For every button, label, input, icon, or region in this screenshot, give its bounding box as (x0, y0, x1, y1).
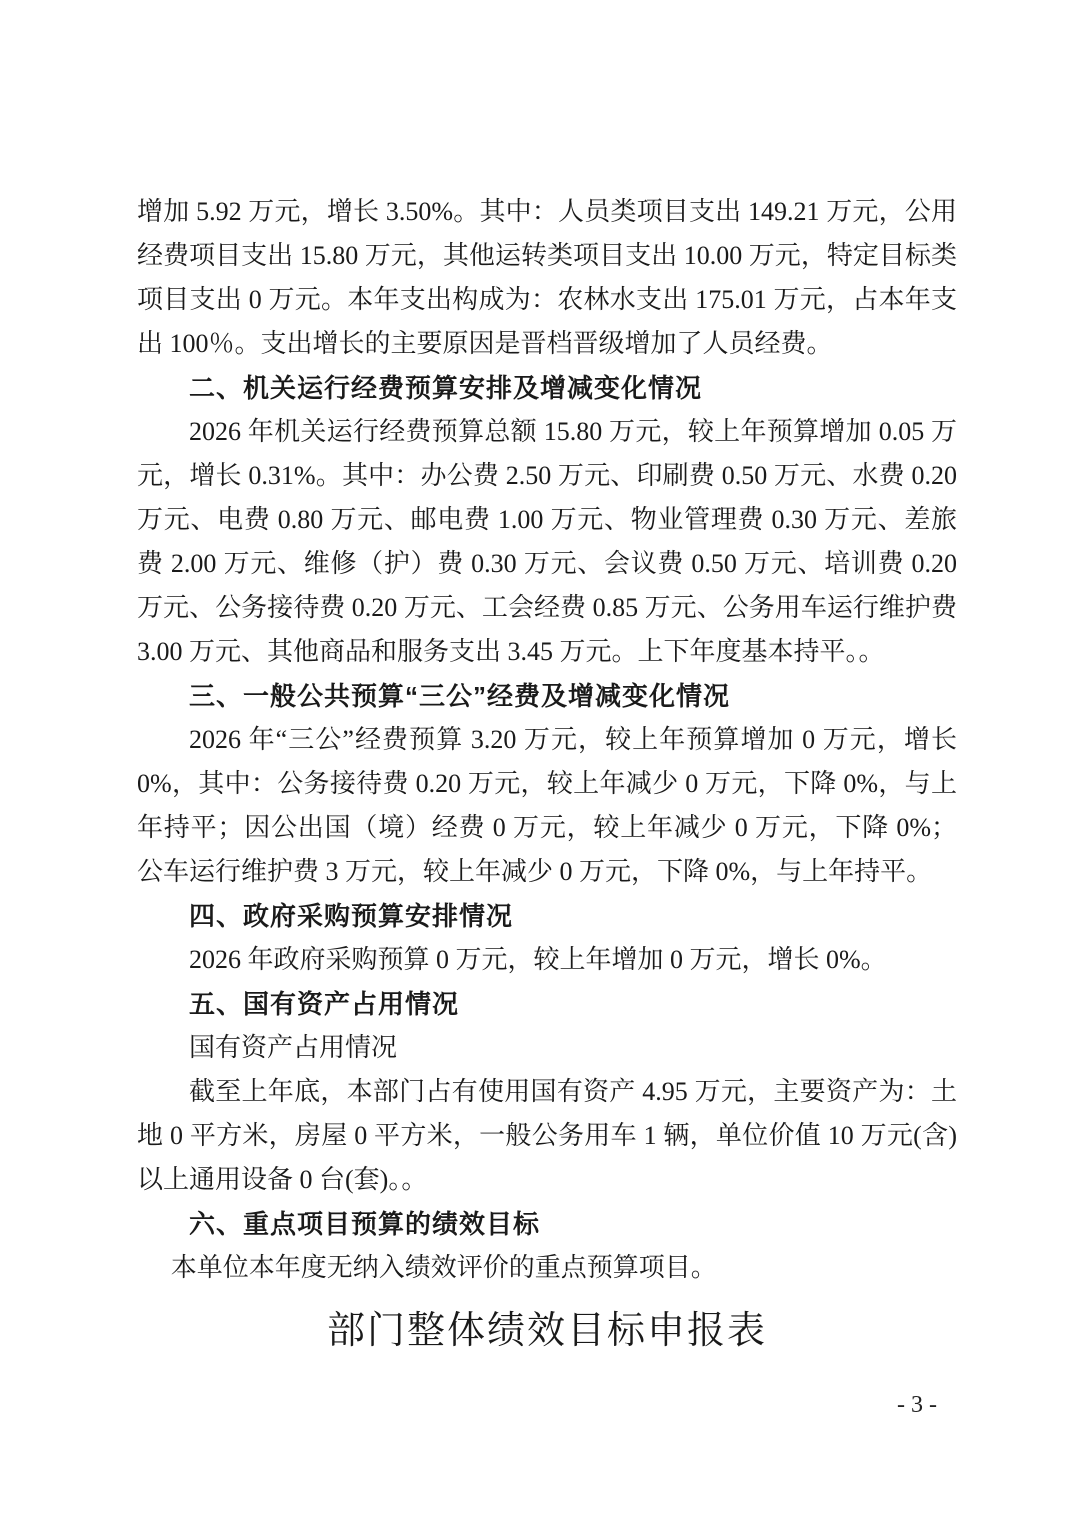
paragraph-operating-funds-detail: 2026 年机关运行经费预算总额 15.80 万元，较上年预算增加 0.05 万元，增长 0.31%。其中：办公费 2.50 万元、印刷费 0.50 万元、水费 0.20 万元、电费 0.80 万元、邮电费 1.00 万元、物业管理费 0.30 万元、差旅费 2.00 万元、维修（护）费 0.30 万元、会议费 0.50 万元、培训费 0.20 万元、公务接待费 0.20 万元、工会经费 0.85 万元、公务用车运行维护费 3.00 万元、其他商品和服务支出 3.45 万元。上下年度基本持平。。 (137, 417, 957, 666)
heading-section-3-three-public-expenses: 三、一般公共预算“三公”经费及增减变化情况 (189, 681, 731, 711)
paragraph-expenditure-growth-continuation: 增加 5.92 万元，增长 3.50%。其中：人员类项目支出 149.21 万元，公用经费项目支出 15.80 万元，其他运转类项目支出 10.00 万元，特定目标类项目支出 0 万元。本年支出构成为：农林水支出 175.01 万元，占本年支出 100％。支出增长的主要原因是晋档晋级增加了人员经费。 (137, 197, 957, 358)
heading-section-4-government-procurement: 四、政府采购预算安排情况 (189, 901, 514, 931)
heading-section-5-state-assets: 五、国有资产占用情况 (189, 989, 460, 1019)
table-title-department-performance-declaration: 部门整体绩效目标申报表 (326, 1310, 767, 1352)
paragraph-key-project-performance-note: 本单位本年度无纳入绩效评价的重点预算项目。 (170, 1253, 717, 1282)
heading-section-2-operating-funds: 二、机关运行经费预算安排及增减变化情况 (189, 373, 703, 403)
paragraph-state-assets-subtitle: 国有资产占用情况 (189, 1033, 398, 1062)
heading-section-6-key-project-performance: 六、重点项目预算的绩效目标 (189, 1209, 541, 1239)
document-body (137, 190, 957, 1360)
paragraph-three-public-expenses-detail: 2026 年“三公”经费预算 3.20 万元，较上年预算增加 0 万元，增长 0%，其中：公务接待费 0.20 万元，较上年减少 0 万元，下降 0%，与上年持平；因公出国（境）经费 0 万元，较上年减少 0 万元，下降 0%；公车运行维护费 3 万元，较上年减少 0 万元，下降 0%，与上年持平。 (137, 725, 957, 886)
paragraph-government-procurement-detail: 2026 年政府采购预算 0 万元，较上年增加 0 万元，增长 0%。 (189, 945, 887, 974)
page-number: - 3 - (897, 1392, 937, 1418)
paragraph-state-assets-detail: 截至上年底，本部门占有使用国有资产 4.95 万元，主要资产为：土地 0 平方米，房屋 0 平方米，一般公务用车 1 辆，单位价值 10 万元(含)以上通用设备 0 台(套)。。 (137, 1077, 957, 1194)
